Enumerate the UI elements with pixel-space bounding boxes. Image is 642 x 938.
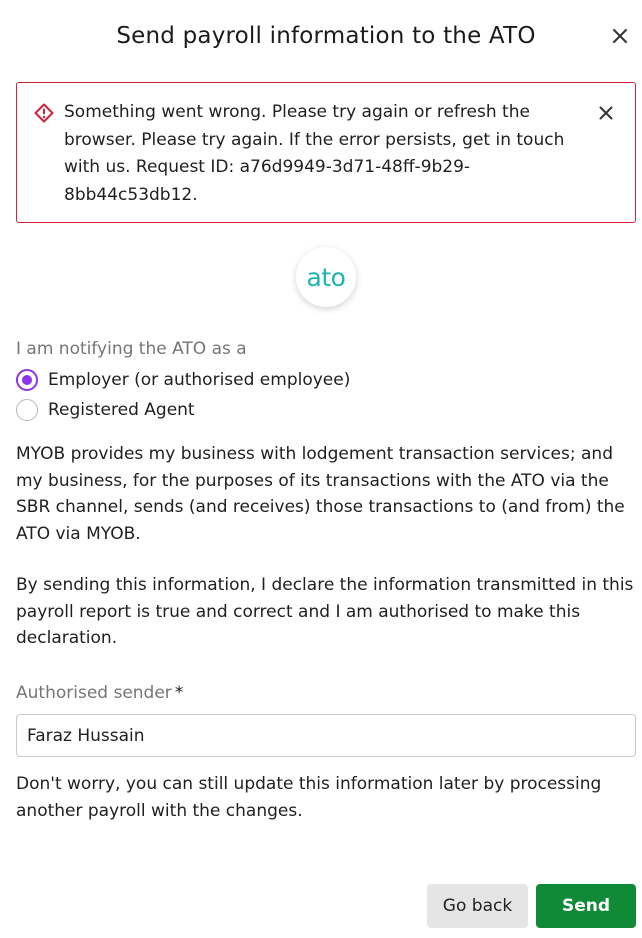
declaration-paragraph-1: MYOB provides my business with lodgement transaction services; and my business, for the purposes of its transactions with the ATO via the SBR channel, sends (and receives) those transactions to (and from) the ATO via MYOB. — [16, 444, 625, 544]
modal-title: Send payroll information to the ATO — [116, 23, 536, 49]
required-marker: * — [174, 683, 184, 703]
authorised-sender-input[interactable] — [16, 714, 636, 757]
go-back-button[interactable]: Go back — [427, 884, 528, 928]
radio-button-selected[interactable] — [16, 369, 38, 391]
sender-label — [16, 682, 183, 704]
close-icon — [612, 28, 628, 44]
close-icon — [599, 106, 613, 120]
radio-registered-agent[interactable] — [16, 398, 195, 422]
declaration-paragraph-2: By sending this information, I declare the information transmitted in this payroll report is true and correct and I am authorised to make this declaration. — [16, 575, 634, 648]
alert-close-button[interactable] — [595, 102, 617, 124]
radio-employer[interactable] — [16, 368, 350, 392]
update-note: Don't worry, you can still update this information later by processing another payroll with the changes. — [16, 774, 602, 821]
notify-label: I am notifying the ATO as a — [16, 339, 247, 359]
sender-label-text: Authorised sender — [16, 683, 172, 703]
error-alert — [16, 82, 636, 223]
error-message: Something went wrong. Please try again or refresh the browser. Please try again. If the error persists, get in touch with us. Request ID: a76d9949-3d71-48ff-9b29-8bb44c53db12. — [64, 102, 565, 205]
send-button[interactable]: Send — [536, 884, 636, 928]
modal-close-button[interactable] — [606, 22, 634, 50]
ato-logo: ato — [296, 247, 356, 307]
radio-label: Registered Agent — [48, 400, 195, 420]
warning-icon — [34, 103, 54, 123]
radio-button[interactable] — [16, 399, 38, 421]
radio-label: Employer (or authorised employee) — [48, 370, 351, 390]
